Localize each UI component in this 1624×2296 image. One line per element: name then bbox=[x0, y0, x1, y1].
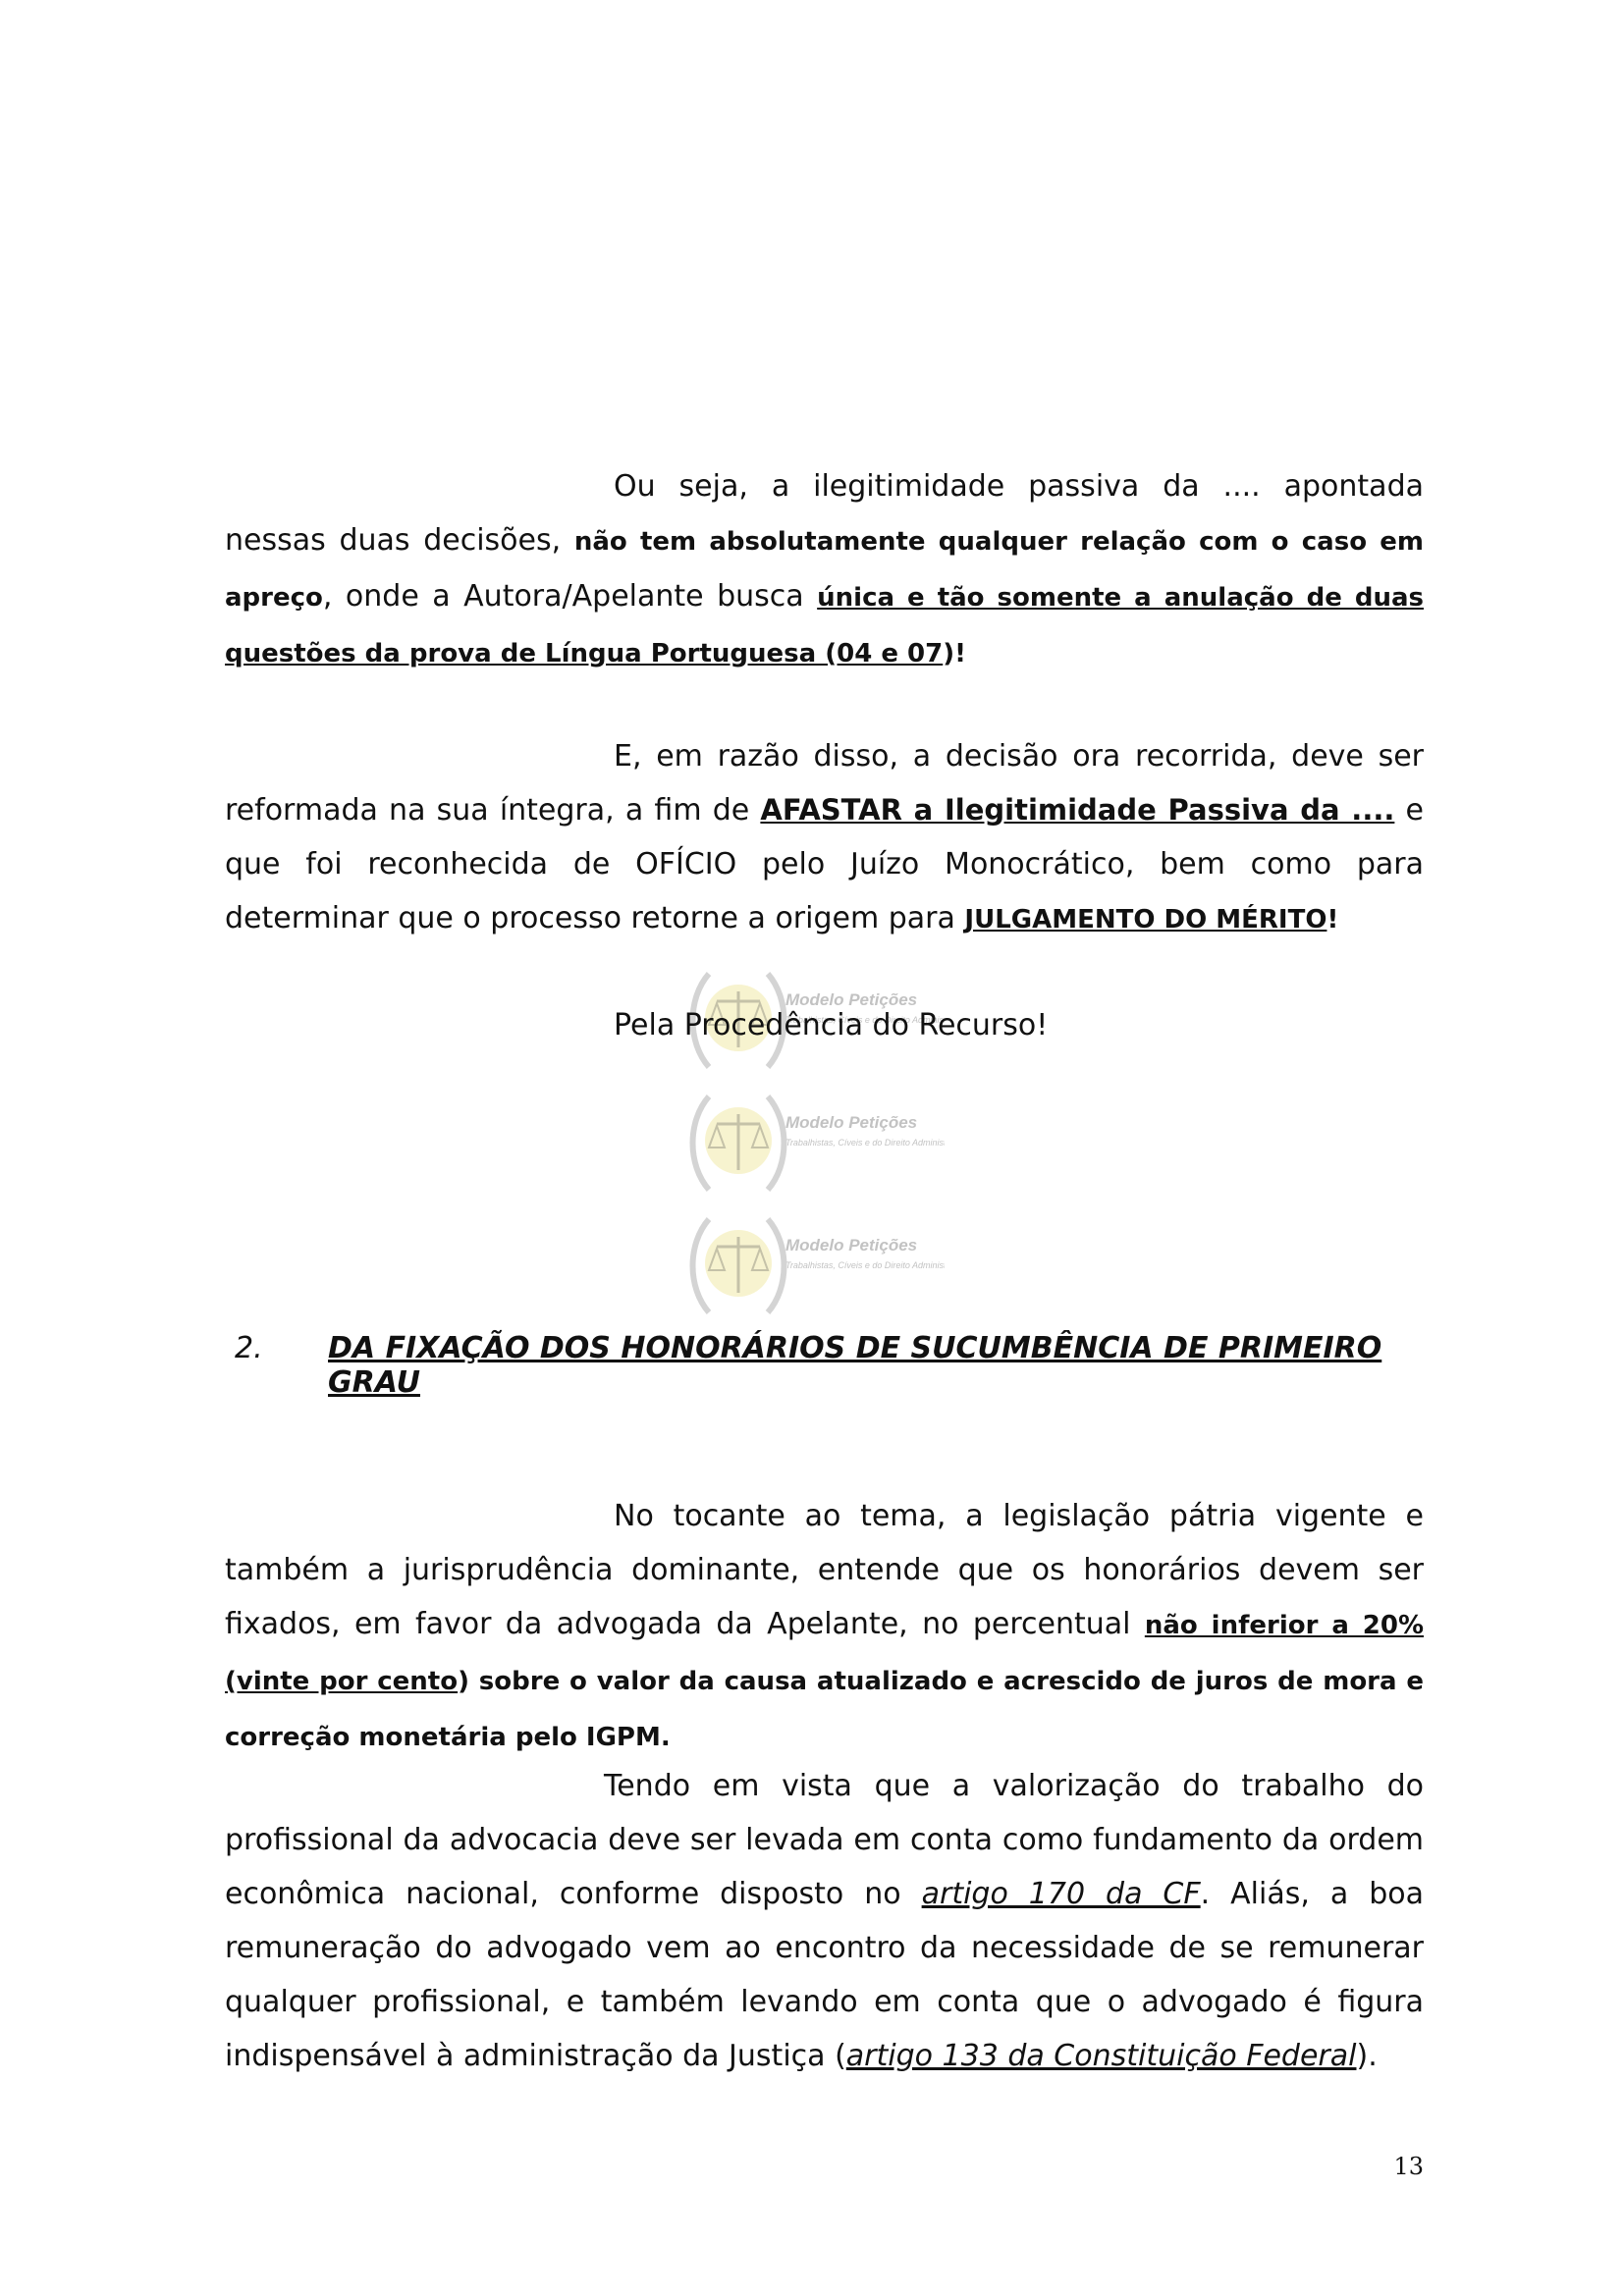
p1-text-1: Ou seja, a ilegitimidade passiva da .... apontada nessas duas decisões, bbox=[225, 469, 1424, 558]
watermark-subtitle: Trabalhistas, Cíveis e do Direito Adminis bbox=[785, 1015, 945, 1025]
page-number: 13 bbox=[1393, 2153, 1424, 2180]
p2-bold-2: ! bbox=[1326, 905, 1339, 934]
p1-bold-1: não tem absolutamente qualquer relação com o caso em apreço bbox=[225, 527, 1424, 613]
p5-italic-underline-2: artigo 133 da Constituição Federal bbox=[845, 2039, 1357, 2073]
p5-text-1: Tendo em vista que a valorização do trabalho do profissional da advocacia deve ser levada em conta como fundamento da ordem econômica nacional, conforme disposto no bbox=[225, 1769, 1424, 1911]
section-title: DA FIXAÇÃO DOS HONORÁRIOS DE SUCUMBÊNCIA DE PRIMEIRO GRAU bbox=[328, 1331, 1382, 1400]
p4-text-1: No tocante ao tema, a legislação pátria vigente e também a jurisprudência dominante, entende que os honorários devem ser fixados, em favor da advogada da Apelante, no percentual bbox=[225, 1499, 1424, 1641]
p2-bold-underline-2: JULGAMENTO DO MÉRITO bbox=[964, 905, 1327, 934]
p2-text-1: E, em razão disso, a decisão ora recorrida, deve ser reformada na sua íntegra, a fim de bbox=[225, 739, 1424, 828]
p1-bold-2: )! bbox=[943, 639, 966, 668]
p2-text-2: e que foi reconhecida de OFÍCIO pelo Juízo Monocrático, bem como para determinar que o processo retorne a origem para bbox=[225, 793, 1425, 935]
section-number: 2. bbox=[235, 1331, 263, 1365]
p4-bold-underline-1: não inferior a 20% (vinte por cento bbox=[225, 1611, 1425, 1696]
p4-bold-1: ) sobre o valor da causa atualizado e acrescido de juros de mora e correção monetária pelo IGPM. bbox=[225, 1667, 1424, 1752]
p5-text-2: . Aliás, a boa remuneração do advogado vem ao encontro da necessidade de se remunerar qualquer profissional, e também levando em conta que o advogado é figura indispensável à administração da Justiça ( bbox=[225, 1877, 1424, 2073]
paragraph-procedence bbox=[225, 998, 1424, 1052]
p5-italic-underline-1: artigo 170 da CF bbox=[921, 1877, 1201, 1911]
paragraph-fees bbox=[225, 1489, 1424, 1765]
paragraph-valorization bbox=[225, 1759, 1424, 2083]
watermark-title: Modelo Petições bbox=[785, 990, 918, 1009]
p2-bold-underline-1: AFASTAR a Ilegitimidade Passiva da .... bbox=[760, 793, 1395, 827]
p5-text-3: ). bbox=[1356, 2039, 1378, 2073]
p1-bold-underline-1: única e tão somente a anulação de duas questões da prova de Língua Portuguesa (04 e 07 bbox=[225, 583, 1424, 668]
paragraph-reform-decision bbox=[225, 729, 1424, 947]
paragraph-illegitimacy bbox=[225, 459, 1424, 681]
p1-text-2: , onde a Autora/Apelante busca bbox=[322, 579, 818, 614]
p3-text: Pela Procedência do Recurso! bbox=[614, 1008, 1049, 1042]
